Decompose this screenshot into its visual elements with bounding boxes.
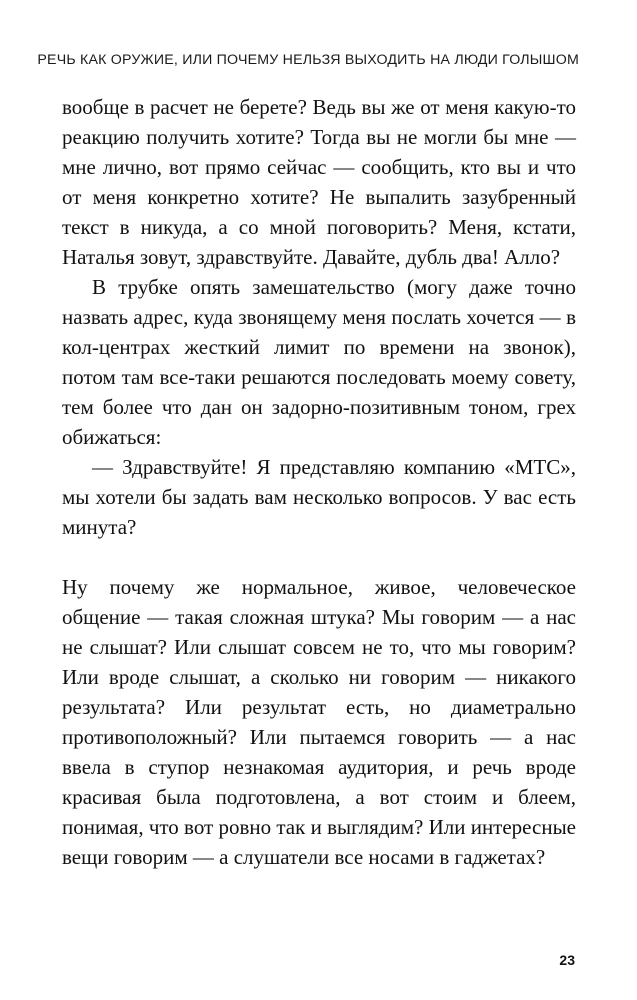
paragraph-dialogue: — Здравствуйте! Я представляю компанию «МТС», мы хотели бы задать вам несколько вопросов. У вас есть минута? bbox=[62, 455, 576, 539]
section-break bbox=[62, 542, 576, 572]
paragraph-narration: В трубке опять замешательство (могу даже точно назвать адрес, куда звонящему меня послать хочется — в кол-центрах жесткий лимит по времени на звонок), потом там все-таки решаются последовать моему совету, тем более что дан он задорно-позитивным тоном, грех обижаться: bbox=[62, 275, 576, 449]
running-head: РЕЧЬ КАК ОРУЖИЕ, ИЛИ ПОЧЕМУ НЕЛЬЗЯ ВЫХОДИТЬ НА ЛЮДИ ГОЛЫШОМ bbox=[37, 52, 579, 68]
body-text bbox=[62, 92, 576, 872]
paragraph-section-start: Ну почему же нормальное, живое, человеческое общение — такая сложная штука? Мы говорим — а нас не слышат? Или слышат совсем не то, что мы говорим? Или вроде слышат, а сколько ни говорим — никакого результата? Или результат есть, но диаметрально противоположный? Или пытаемся говорить — а нас ввела в ступор незнакомая аудитория, и речь вроде красивая была подготовлена, а вот стоим и блеем, понимая, что вот ровно так и выглядим? Или интересные вещи говорим — а слушатели все носами в гаджетах? bbox=[62, 575, 577, 869]
paragraph-continuation: вообще в расчет не берете? Ведь вы же от меня какую-то реакцию получить хотите? Тогда вы не могли бы мне — мне лично, вот прямо сейчас — сообщить, кто вы и что от меня конкретно хотите? Не выпалить зазубренный текст в никуда, а со мной поговорить? Меня, кстати, Наталья зовут, здравствуйте. Давайте, дубль два! Алло? bbox=[62, 95, 576, 269]
page-number: 23 bbox=[559, 952, 575, 968]
